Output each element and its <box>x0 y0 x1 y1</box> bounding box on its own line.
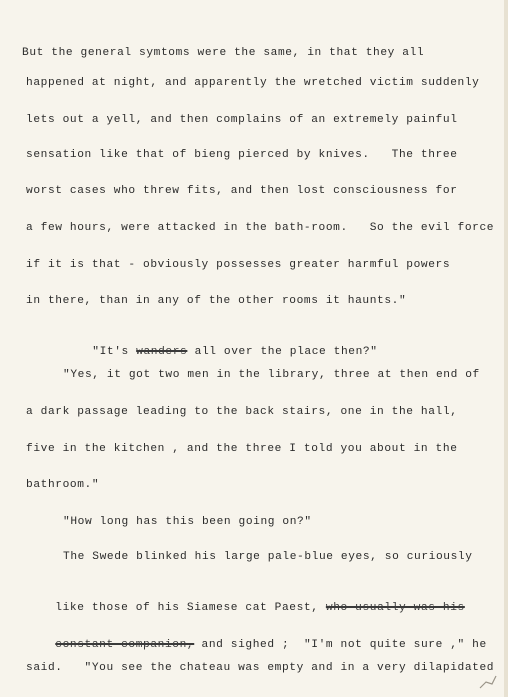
struck-phrase: who usually was his <box>325 602 465 614</box>
text-line: a few hours, were attacked in the bath-room. So the evil force <box>26 222 495 234</box>
line-rest: and sighed ; "I'm not quite sure ," he <box>194 639 487 651</box>
text-line: happened at night, and apparently the wretched victim suddenly <box>26 77 480 89</box>
text-line: "Yes, it got two men in the library, three at then end of <box>63 369 480 381</box>
text-line-struck <box>26 587 465 629</box>
text-line: in there, than in any of the other rooms it haunts." <box>26 295 407 307</box>
text-line: But the general symtoms were the same, in that they all <box>22 47 425 59</box>
line-start: like those of his Siamese cat Paest, <box>55 602 326 614</box>
text-line: if it is that - obviously possesses greater harmful powers <box>26 259 451 271</box>
text-line: a dark passage leading to the back stairs, one in the hall, <box>26 406 458 418</box>
page-edge <box>504 0 508 697</box>
text-line-struck <box>26 624 487 666</box>
text-line: worst cases who threw fits, and then lost consciousness for <box>26 185 458 197</box>
dialogue-open: "It's <box>92 346 137 358</box>
pencil-mark-icon <box>478 668 498 690</box>
text-line: said. "You see the chateau was empty and in a very dilapidated <box>26 662 495 674</box>
struck-phrase: constant companion, <box>55 639 195 651</box>
text-line: "How long has this been going on?" <box>63 516 312 528</box>
text-line: sensation like that of bieng pierced by knives. The three <box>26 149 458 161</box>
text-line: lets out a yell, and then complains of an extremely painful <box>26 114 458 126</box>
struck-word: wanders <box>136 346 188 358</box>
dialogue-rest: all over the place then?" <box>187 346 378 358</box>
text-line: five in the kitchen , and the three I told you about in the <box>26 443 458 455</box>
text-line-dialogue <box>63 331 378 373</box>
text-line: The Swede blinked his large pale-blue eyes, so curiously <box>63 551 473 563</box>
text-line: bathroom." <box>26 479 100 491</box>
